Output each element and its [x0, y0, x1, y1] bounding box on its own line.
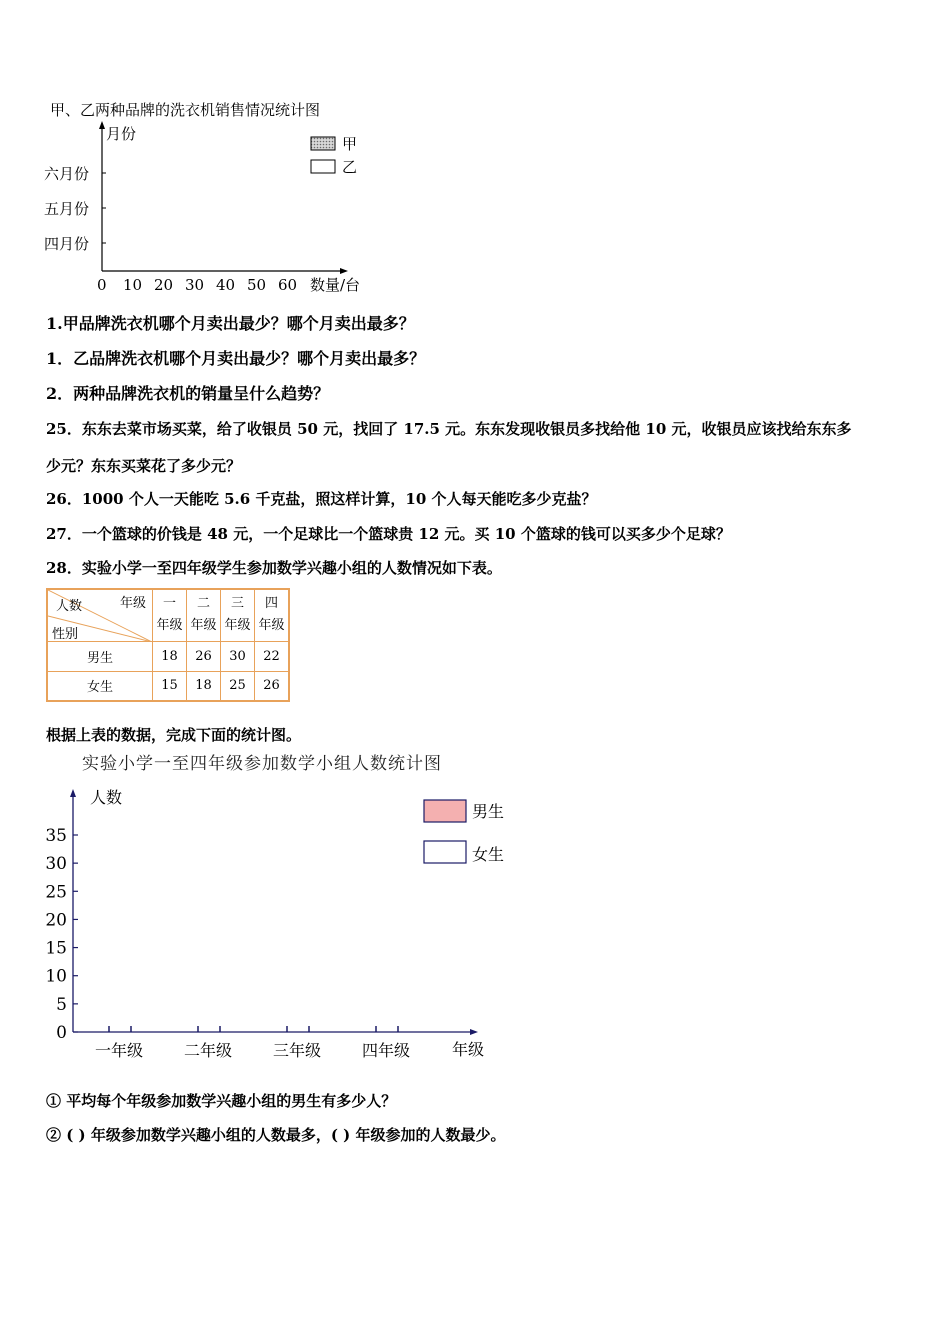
grade-header-4: 四 年级: [255, 589, 290, 641]
legend-girls-label: 女生: [472, 845, 505, 864]
chart2-axes: [45, 789, 478, 1060]
table-cell: 30: [221, 641, 255, 671]
chart-instruction: 根据上表的数据，完成下面的统计图。: [46, 726, 302, 744]
chart1-xtick-0: 0: [97, 276, 107, 294]
legend-boys-label: 男生: [472, 802, 505, 821]
legend-boys-swatch: [424, 800, 466, 822]
chart2-category-label: 四年级: [361, 1041, 411, 1060]
table-row: [47, 641, 289, 671]
chart2-category-label: 二年级: [183, 1041, 233, 1060]
chart2-y-tick-label: 5: [56, 994, 67, 1015]
table-cell: 18: [153, 641, 187, 671]
chart2-y-tick-label: 10: [45, 966, 67, 987]
table-cell: 25: [221, 671, 255, 701]
chart1-cat-april: 四月份: [44, 235, 90, 253]
chart2-title: 实验小学一至四年级参加数学小组人数统计图: [82, 754, 442, 774]
legend-yi-swatch: [311, 160, 335, 173]
table-cell: 15: [153, 671, 187, 701]
chart2-category-label: 一年级: [94, 1041, 144, 1060]
chart2-y-tick-label: 20: [45, 910, 67, 931]
chart1-y-label: 月份: [106, 125, 137, 143]
chart1-xtick-40: 40: [216, 276, 236, 294]
grade-header-3: 三 年级: [221, 589, 255, 641]
chart1-y-arrow: [99, 121, 105, 129]
chart2-category-label: 三年级: [272, 1041, 322, 1060]
legend-jia-swatch: [311, 137, 335, 150]
sub-question-1: ① 平均每个年级参加数学兴趣小组的男生有多少人？: [46, 1092, 397, 1110]
chart2-x-arrow: [470, 1029, 478, 1035]
chart2-y-label: 人数: [90, 788, 123, 807]
chart1-xtick-10: 10: [123, 276, 143, 294]
sub-question-2: ② ( ) 年级参加数学兴趣小组的人数最多，( ) 年级参加的人数最少。: [46, 1126, 506, 1144]
legend-yi-label: 乙: [342, 158, 358, 176]
question-27: 27．一个篮球的价钱是 48 元，一个足球比一个篮球贵 12 元。买 10 个篮球的钱可以买多少个足球？: [46, 525, 731, 543]
question-26: 26．1000 个人一天能吃 5.6 千克盐，照这样计算，10 个人每天能吃多少克盐？: [46, 490, 597, 508]
question-28: 28．实验小学一至四年级学生参加数学兴趣小组的人数情况如下表。: [46, 559, 502, 577]
chart1-xtick-50: 50: [247, 276, 267, 294]
question-2: 1．乙品牌洗衣机哪个月卖出最少？哪个月卖出最多？: [46, 349, 426, 368]
chart1-cat-may: 五月份: [44, 200, 90, 218]
table-corner-cell: [47, 589, 153, 641]
chart1-xtick-20: 20: [154, 276, 174, 294]
chart1-x-label: 数量/台: [310, 276, 361, 294]
row-label-girls: 女生: [47, 671, 153, 701]
chart2-x-label: 年级: [452, 1040, 485, 1059]
chart2-y-tick-label: 15: [45, 938, 67, 959]
table-row: [47, 671, 289, 701]
corner-grade-label: 年级: [119, 596, 146, 611]
chart1-cat-june: 六月份: [44, 165, 90, 183]
question-25-line1: 25．东东去菜市场买菜，给了收银员 50 元，找回了 17.5 元。东东发现收银员多找给他 10 元，收银员应该找给东东多: [46, 420, 852, 438]
legend-girls-swatch: [424, 841, 466, 863]
chart1-x-arrow: [340, 268, 348, 274]
chart1-xtick-60: 60: [278, 276, 298, 294]
table-cell: 22: [255, 641, 290, 671]
chart2-y-arrow: [70, 789, 76, 797]
corner-count-label: 人数: [56, 599, 83, 614]
chart2-y-tick-label: 0: [56, 1023, 67, 1043]
legend-jia-label: 甲: [342, 135, 358, 153]
question-1: 1.甲品牌洗衣机哪个月卖出最少？哪个月卖出最多？: [46, 314, 415, 333]
table-cell: 18: [187, 671, 221, 701]
chart2-y-tick-label: 35: [45, 826, 67, 846]
question-25-line2: 少元？东东买菜花了多少元？: [46, 457, 242, 475]
table-cell: 26: [187, 641, 221, 671]
chart2-y-tick-label: 25: [45, 882, 67, 903]
table-cell: 26: [255, 671, 290, 701]
grade-header-1: 一 年级: [153, 589, 187, 641]
chart2-y-tick-label: 30: [45, 854, 67, 875]
grade-table: [46, 588, 290, 702]
chart1-title: 甲、乙两种品牌的洗衣机销售情况统计图: [50, 101, 321, 119]
grade-header-2: 二 年级: [187, 589, 221, 641]
corner-gender-label: 性别: [52, 627, 79, 642]
row-label-boys: 男生: [47, 641, 153, 671]
math-group-chart: [40, 745, 520, 1070]
question-3: 2．两种品牌洗衣机的销量呈什么趋势？: [46, 384, 330, 403]
chart1-xtick-30: 30: [185, 276, 205, 294]
washing-machine-chart: [40, 95, 380, 300]
